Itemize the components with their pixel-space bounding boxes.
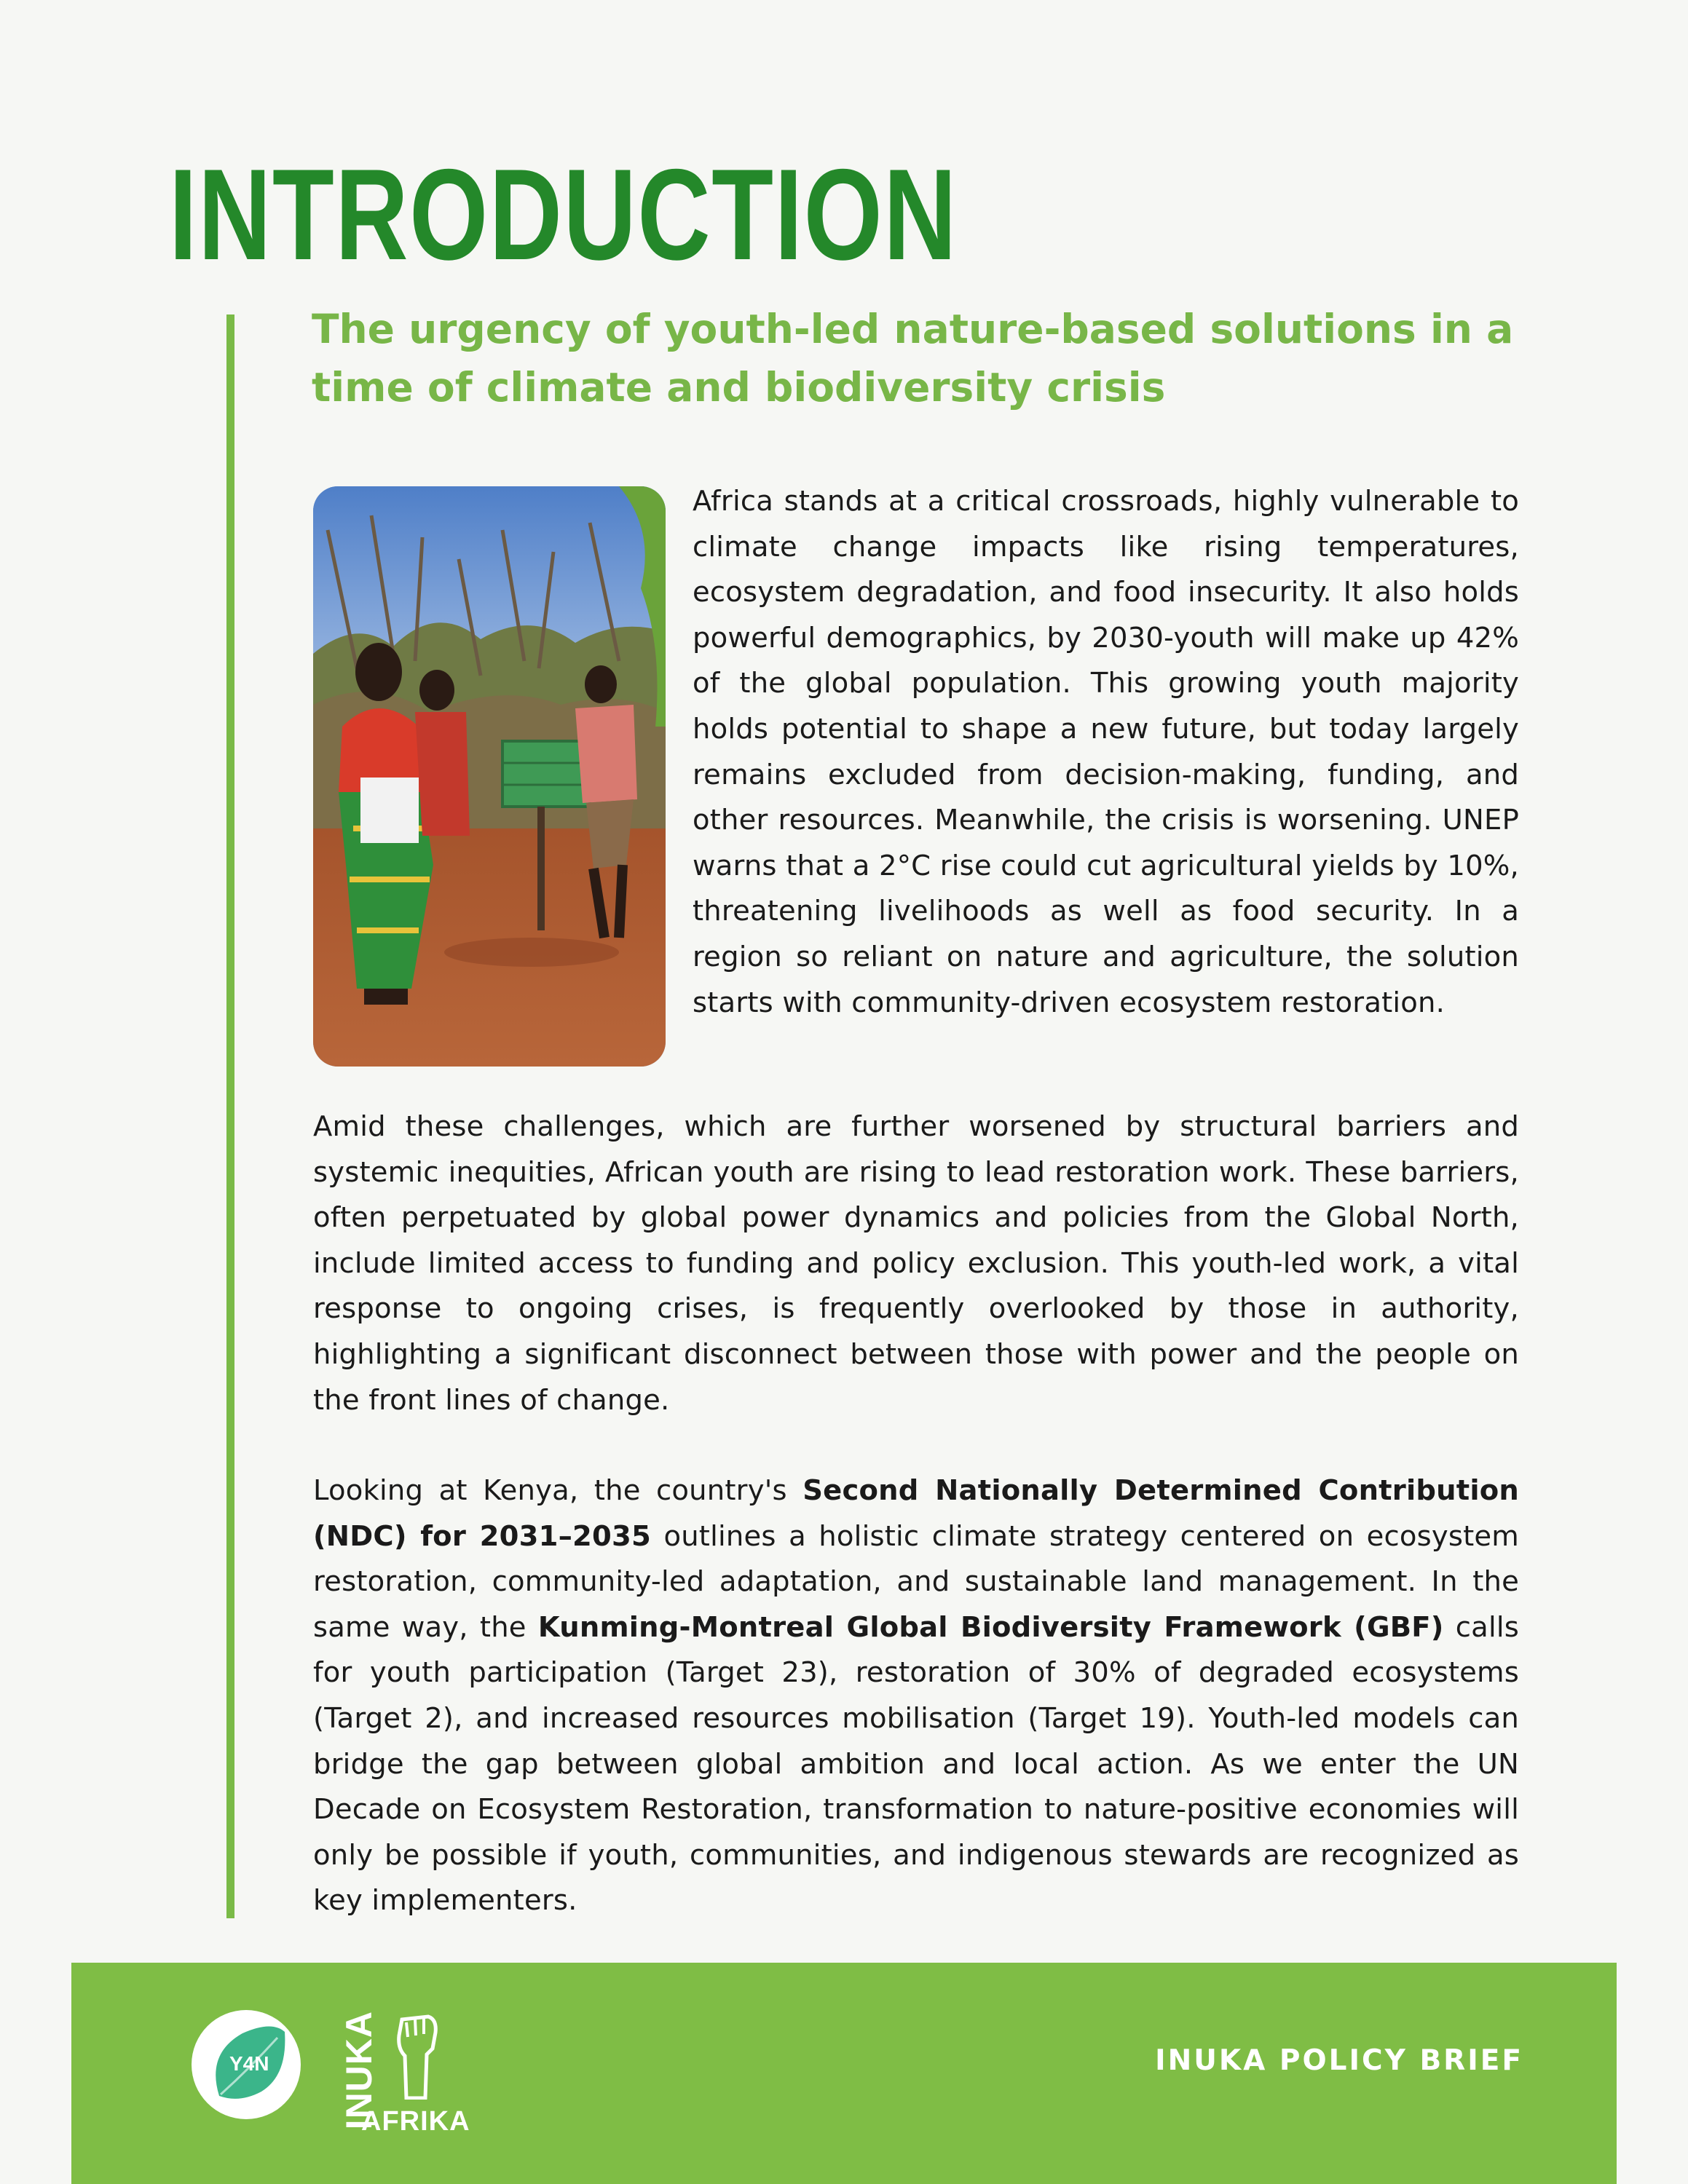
policy-brief-label: INUKA POLICY BRIEF [1155,2044,1523,2077]
field-photo-icon [313,486,666,1067]
intro-paragraph-2: Amid these challenges, which are further worsened by structural barriers and systemic inequities, African youth are rising to lead restoration work. These barriers, often perpetuated by global power dynamics and policies from the Global North, include limited access to funding and policy exclusion. This youth-led work, a vital response to ongoing crises, is frequently overlooked by those in authority, highlighting a significant disconnect between those with power and the people on the front lines of change. [313,1110,1519,1417]
y4n-logo [192,2010,301,2119]
field-photo [313,486,666,1067]
section-subtitle: The urgency of youth-led nature-based solutions in a time of climate and biodiversity crisis [312,306,1514,411]
page-title: INTRODUCTION [169,142,958,287]
intro-paragraph-3 [313,1468,1519,1924]
accent-bar [226,314,234,1918]
y4n-logo-text: Y4N [229,2052,269,2075]
inuka-afrika-logo [339,2006,470,2137]
intro-paragraph-1: Africa stands at a critical crossroads, highly vulnerable to climate change impacts like rising temperatures, ecosystem degradation, and food insecurity. It also holds powerful demographics, by 2030-youth will make up 42% of the global population. This growing youth majority holds potential to shape a new future, but today largely remains excluded from decision-making, funding, and other resources. Meanwhile, the crisis is worsening. UNEP warns that a 2°C rise could cut agricultural yields by 10%, threatening livelihoods as well as food security. In a region so reliant on nature and agriculture, the solution starts with community-driven ecosystem restoration. [693,485,1519,1019]
p3-text-2: outlines a holistic climate strategy centered on ecosystem restoration, community-led adaptation, and sustainable land management. In the same way, the [313,1519,1520,1644]
p3-text-1: Looking at Kenya, the country's [313,1474,803,1507]
inuka-word: INUKA [339,2011,379,2130]
ndc-emphasis: Second Nationally Determined Contribution (NDC) for 2031–2035 [313,1474,1519,1553]
afrika-word: AFRIKA [361,2106,470,2137]
footer [71,1963,1617,2184]
p3-text-3: calls for youth participation (Target 23), restoration of 30% of degraded ecosystems (Target 2), and increased resources mobilisation (Target 19). Youth-led models can bridge the gap between global ambition and local action. As we enter the UN Decade on Ecosystem Restoration, transformation to nature-positive economies will only be possible if youth, communities, and indigenous stewards are recognized as key implementers. [313,1610,1519,1918]
gbf-emphasis: Kunming-Montreal Global Biodiversity Framework (GBF) [537,1610,1444,1644]
raised-fist-icon [392,2012,443,2100]
